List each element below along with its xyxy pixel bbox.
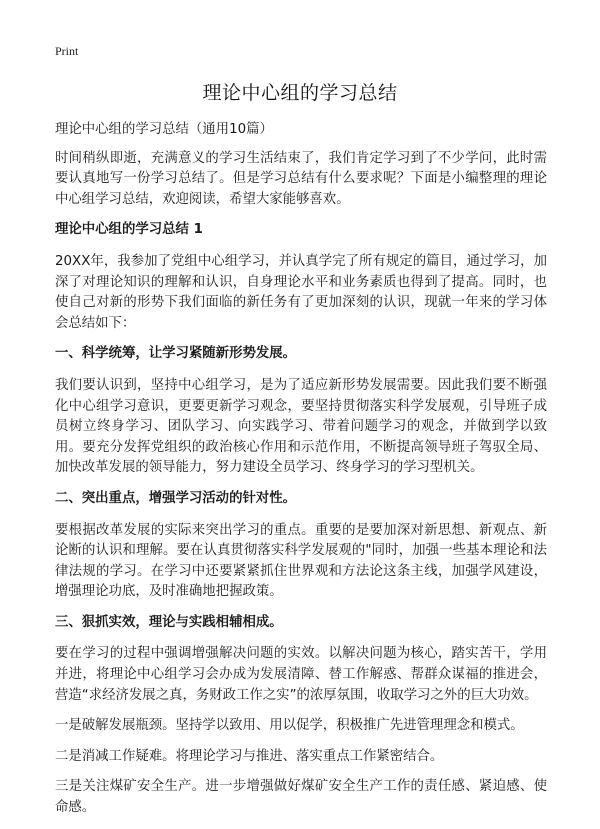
heading-2: 二、突出重点，增强学习活动的针对性。 <box>55 490 297 506</box>
section-intro-paragraph: 20XX年，我参加了党组中心组学习，并认真学完了所有规定的篇目，通过学习，加深了对理论知识的理解和认识，自身理论水平和业务素质也得到了提高。同时，也使自己对新的形势下我们面临的新任务有了更加深刻的认识，现就一年来的学习体会总结如下： <box>55 253 547 331</box>
document-subtitle: 理论中心组的学习总结（通用10篇） <box>55 122 273 137</box>
intro-paragraph: 时间稍纵即逝，充满意义的学习生活结束了，我们肯定学习到了不少学问，此时需要认真地写一份学习总结了。但是学习总结有什么要求呢？下面是小编整理的理论中心组学习总结，欢迎阅读，希望大家能够喜欢。 <box>55 150 547 207</box>
point-3: 三是关注煤矿安全生产。进一步增强做好煤矿安全生产工作的责任感、紧迫感、使命感。 <box>55 779 547 816</box>
document-body <box>55 120 547 829</box>
heading-3: 三、狠抓实效，理论与实践相辅相成。 <box>55 614 283 630</box>
paragraph-1: 我们要认识到，坚持中心组学习，是为了适应新形势发展需要。因此我们要不断强化中心组学习意识，更要更新学习观念，要坚持贯彻落实科学发展观，引导班子成员树立终身学习、团队学习、向实践学习、带着问题学习的观念，并做到学以致用。要充分发挥党组织的政治核心作用和示范作用，不断提高领导班子驾驭全局、加快改革发展的领导能力，努力建设全员学习、终身学习的学习型机关。 <box>55 377 547 476</box>
print-label: Print <box>55 44 79 58</box>
point-2: 二是消减工作疑难。将理论学习与推进、落实重点工作紧密结合。 <box>55 748 444 764</box>
page-title: 理论中心组的学习总结 <box>202 82 398 104</box>
point-1: 一是破解发展瓶颈。坚持学以致用、用以促学，积极推广先进管理理念和模式。 <box>55 718 524 734</box>
section-title: 理论中心组的学习总结 1 <box>55 222 203 238</box>
paragraph-3: 要在学习的过程中强调增强解决问题的实效。以解决问题为核心，踏实苦干，学用并进，将理论中心组学习会办成为发展清障、替工作解惑、帮群众谋福的推进会，营造“求经济发展之真，务财政工作之实”的浓厚氛围，收取学习之外的巨大功效。 <box>55 646 547 703</box>
heading-1: 一、科学统筹，让学习紧随新形势发展。 <box>55 346 297 362</box>
paragraph-2: 要根据改革发展的实际来突出学习的重点。重要的是要加深对新思想、新观点、新论断的认识和理解。要在认真贯彻落实科学发展观的"同时，加强一些基本理论和法律法规的学习。在学习中还要紧紧抓住世界观和方法论这条主线，加强学风建设，增强理论功底，及时准确地把握政策。 <box>55 522 547 600</box>
